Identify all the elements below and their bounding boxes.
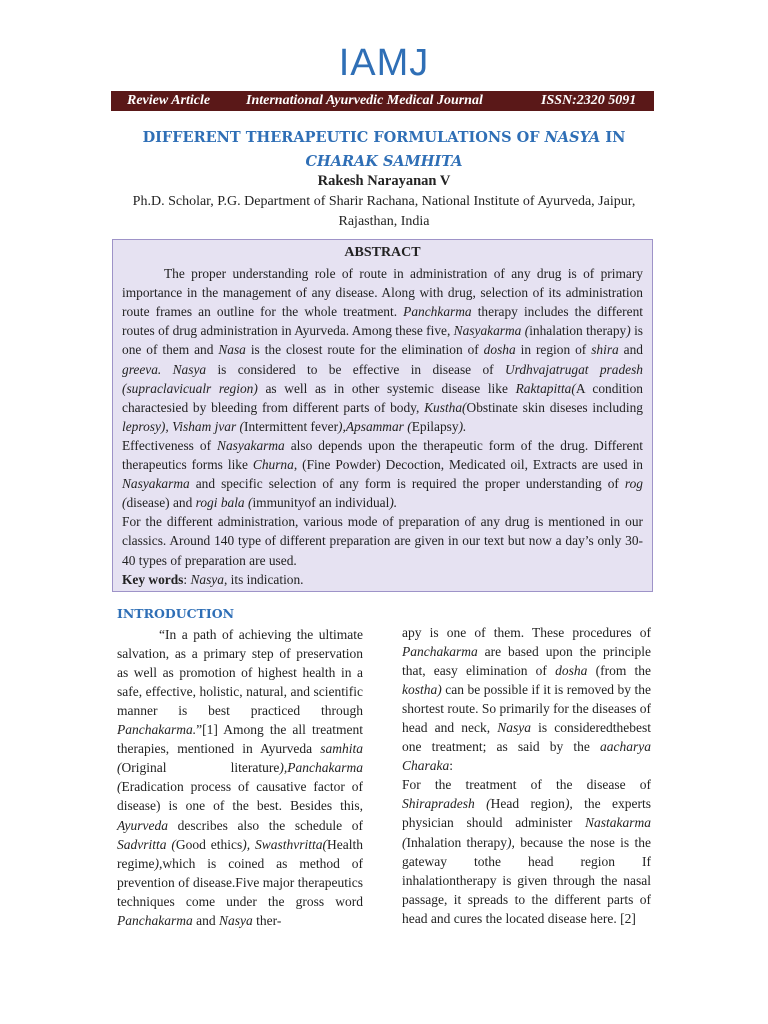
body-column-right: [402, 623, 651, 928]
intro-paragraph-3: For the treatment of the disease of Shirapradesh (Head region), the experts physician should administer Nastakarma (Inhalation therapy), because the nose is the gateway tothe head region If inhalationtherapy is given through the nasal passage, it spreads to the different parts of head and cures the located disease here. [2]: [402, 777, 651, 926]
abstract-paragraph-1: The proper understanding role of route in administration of any drug is of primary importance in the management of any disease. Along with drug, selection of its administration route frames an outline for the whole treatment. Panchkarma therapy includes the different routes of drug administration in Ayurveda. Among these five, Nasyakarma (inhalation therapy) is one of them and Nasa is the closest route for the elimination of dosha in region of shira and greeva. Nasya is considered to be effective in disease of Urdhvajatrugat pradesh (supraclavicualr region) as well as in other systemic disease like Raktapitta(A condition charactesied by bleeding from different parts of body, Kustha(Obstinate skin diseses including leprosy), Visham jvar (Intermittent fever),Apsammar (Epilapsy).: [122, 266, 644, 434]
article-type-label: Review Article: [127, 93, 211, 108]
keywords-label: Key words: [122, 571, 184, 587]
abstract-box: [112, 239, 653, 592]
keywords-line: Key words: Nasya, its indication.: [122, 571, 304, 587]
abstract-paragraph-3: For the different administration, various mode of preparation of any drug is mentioned in our classics. Around 140 type of different preparation are given in our text but now a day’s only 30- 40 types of preparation are used.: [122, 514, 643, 568]
journal-name: International Ayurvedic Medical Journal: [246, 93, 483, 108]
body-column-left: [117, 604, 363, 930]
issn-label: ISSN:2320 5091: [541, 93, 637, 108]
paper-title: DIFFERENT THERAPEUTIC FORMULATIONS OF NASYA IN CHARAK SAMHITA: [142, 129, 626, 170]
journal-logo: IAMJ: [338, 42, 430, 84]
abstract-paragraph-2: Effectiveness of Nasyakarma also depends upon the therapeutic form of the drug. Different therapeutics forms like Churna, (Fine Powder) Decoction, Medicated oil, Extracts are used in Nasyakarma and specific selection of any form is required the proper understanding of rog (disease) and rogi bala (immunityof an individual).: [122, 437, 644, 511]
abstract-heading: ABSTRACT: [344, 245, 421, 260]
author-affiliation: Ph.D. Scholar, P.G. Department of Sharir Rachana, National Institute of Ayurveda, Jaipur, Rajasthan, India: [132, 194, 636, 229]
journal-header-bar: [111, 91, 654, 111]
intro-paragraph-2: apy is one of them. These procedures of Panchakarma are based upon the principle that, easy elimination of dosha (from the kostha) can be possible if it is removed by the shortest route. So primarily for the diseases of head and neck, Nasya is consideredthebest one treatment; as said by the aacharya Charaka:: [402, 625, 652, 774]
intro-paragraph-1: “In a path of achieving the ultimate salvation, as a primary step of preservation as well as promotion of highest health in a safe, effective, holistic, natural, and scientific manner is best practiced through Panchakarma.”[1] Among the all treatment therapies, mentioned in Ayurveda samhita (Original literature),Panchakarma (Eradication process of causative factor of disease) is one of the best. Besides this, Ayurveda describes also the schedule of Sadvritta (Good ethics), Swasthvritta(Health regime),which is coined as method of prevention of disease.Five major therapeutics techniques come under the gross word Panchakarma and Nasya ther-: [117, 627, 363, 928]
author-name: Rakesh Narayanan V: [317, 173, 451, 189]
introduction-heading: INTRODUCTION: [117, 606, 235, 621]
